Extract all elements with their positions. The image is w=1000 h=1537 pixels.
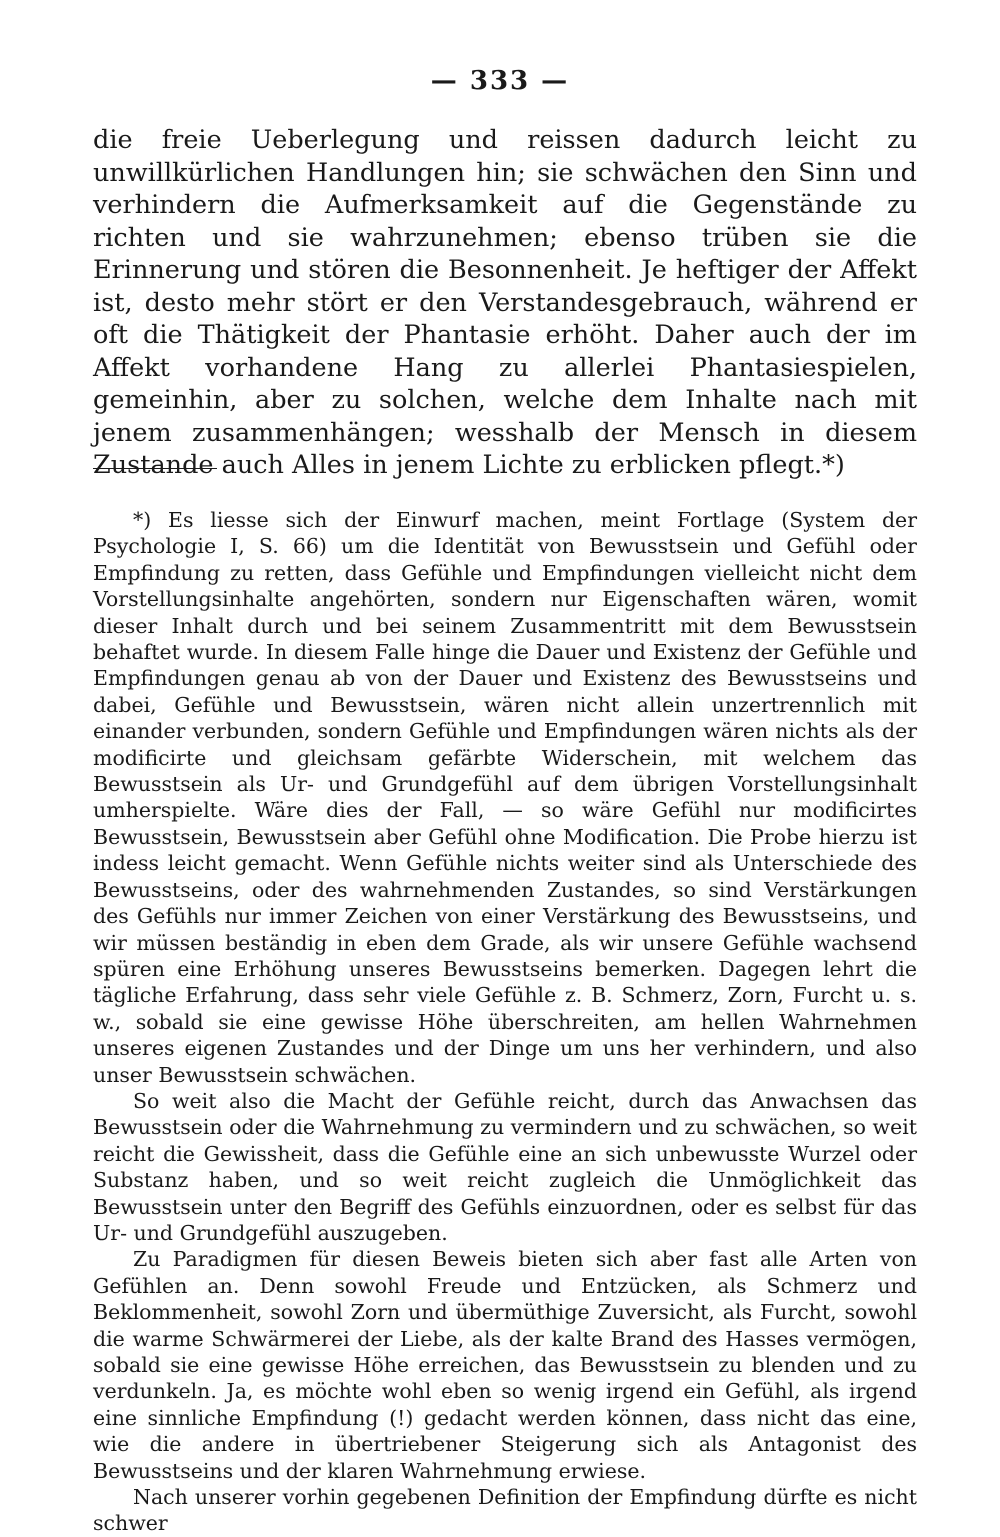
footnote-paragraph-3: Zu Paradigmen für diesen Beweis bieten sich aber fast alle Arten von Gefühlen an. Denn sowohl Freude und Entzücken, als Schmerz und Beklommenheit, sowohl Zorn und übermüthige Zuversicht, als Furcht, sowohl die warme Schwärmerei der Liebe, als der kalte Brand des Hasses vermögen, sobald sie eine gewisse Höhe erreichen, das Bewusstsein zu blenden und zu verdunkeln. Ja, es möchte wohl eben so wenig irgend ein Gefühl, als irgend eine sinnliche Empfindung (!) gedacht werden können, dass nicht das eine, wie die andere in übertriebener Steigerung sich als Antagonist des Bewusstseins und der klaren Wahrnehmung erwiese. — [93, 1247, 917, 1483]
footnote-paragraph-1: *) Es liesse sich der Einwurf machen, meint Fortlage (System der Psychologie I, S. 66) um die Identität von Bewusstsein und Gefühl oder Empfindung zu retten, dass Gefühle und Empfindungen vielleicht nicht dem Vorstellungsinhalte angehörten, sondern nur Eigenschaften wären, womit dieser Inhalt durch und bei seinem Zusammentritt mit dem Bewusstsein behaftet wurde. In diesem Falle hinge die Dauer und Existenz der Gefühle und Empfindungen genau ab von der Dauer und Existenz des Bewusstseins und dabei, Gefühle und Bewusstsein, wären nicht allein unzertrennlich mit einander verbunden, sondern Gefühle und Empfindungen wären nichts als der modificirte und gleichsam gefärbte Widerschein, mit welchem das Bewusstsein als Ur- und Grundgefühl auf dem übrigen Vorstellungsinhalt umherspielte. Wäre dies der Fall, — so wäre Gefühl nur modificirtes Bewusstsein, Bewusstsein aber Gefühl ohne Modification. Die Probe hierzu ist indess leicht gemacht. Wenn Gefühle nichts weiter sind als Unterschiede des Bewusstseins, oder des wahrnehmenden Zustandes, so sind Verstärkungen des Gefühls nur immer Zeichen von einer Verstärkung des Bewusstseins, und wir müssen beständig in eben dem Grade, als wir unsere Gefühle wachsend spüren eine Erhöhung unseres Bewusstseins bemerken. Dagegen lehrt die tägliche Erfahrung, dass sehr viele Gefühle z. B. Schmerz, Zorn, Furcht u. s. w., sobald sie eine gewisse Höhe überschreiten, am hellen Wahrnehmen unseres eigenen Zustandes und der Dinge um uns her verhindern, und also unser Bewusstsein schwächen. — [93, 508, 917, 1087]
main-text-block — [93, 124, 917, 482]
page-number: — 333 — — [430, 66, 570, 96]
main-paragraph: die freie Ueberlegung und reissen dadurch leicht zu unwillkürlichen Handlungen hin; sie schwächen den Sinn und verhindern die Aufmerksamkeit auf die Gegenstände zu richten und sie wahrzunehmen; ebenso trüben sie die Erinnerung und stören die Besonnenheit. Je heftiger der Affekt ist, desto mehr stört er den Verstandesgebrauch, während er oft die Thätigkeit der Phantasie erhöht. Daher auch der im Affekt vorhandene Hang zu allerlei Phantasiespielen, gemeinhin, aber zu solchen, welche dem Inhalte nach mit jenem zusammenhängen; wesshalb der Mensch in diesem Zustande auch Alles in jenem Lichte zu erblicken pflegt.*) — [93, 125, 917, 480]
footnote-paragraph-4: Nach unserer vorhin gegebenen Definition der Empfindung dürfte es nicht schwer — [93, 1485, 917, 1536]
footnote-divider — [93, 468, 217, 469]
footnote-paragraph-2: So weit also die Macht der Gefühle reicht, durch das Anwachsen das Bewusstsein oder die Wahrnehmung zu vermindern und zu schwächen, so weit reicht die Gewissheit, dass die Gefühle eine an sich unbewusste Wurzel oder Substanz haben, und so weit reicht zugleich die Unmöglichkeit das Bewusstsein unter den Begriff des Gefühls einzuordnen, oder es selbst für das Ur- und Grundgefühl auszugeben. — [93, 1088, 917, 1245]
footnote-block — [93, 507, 917, 1537]
